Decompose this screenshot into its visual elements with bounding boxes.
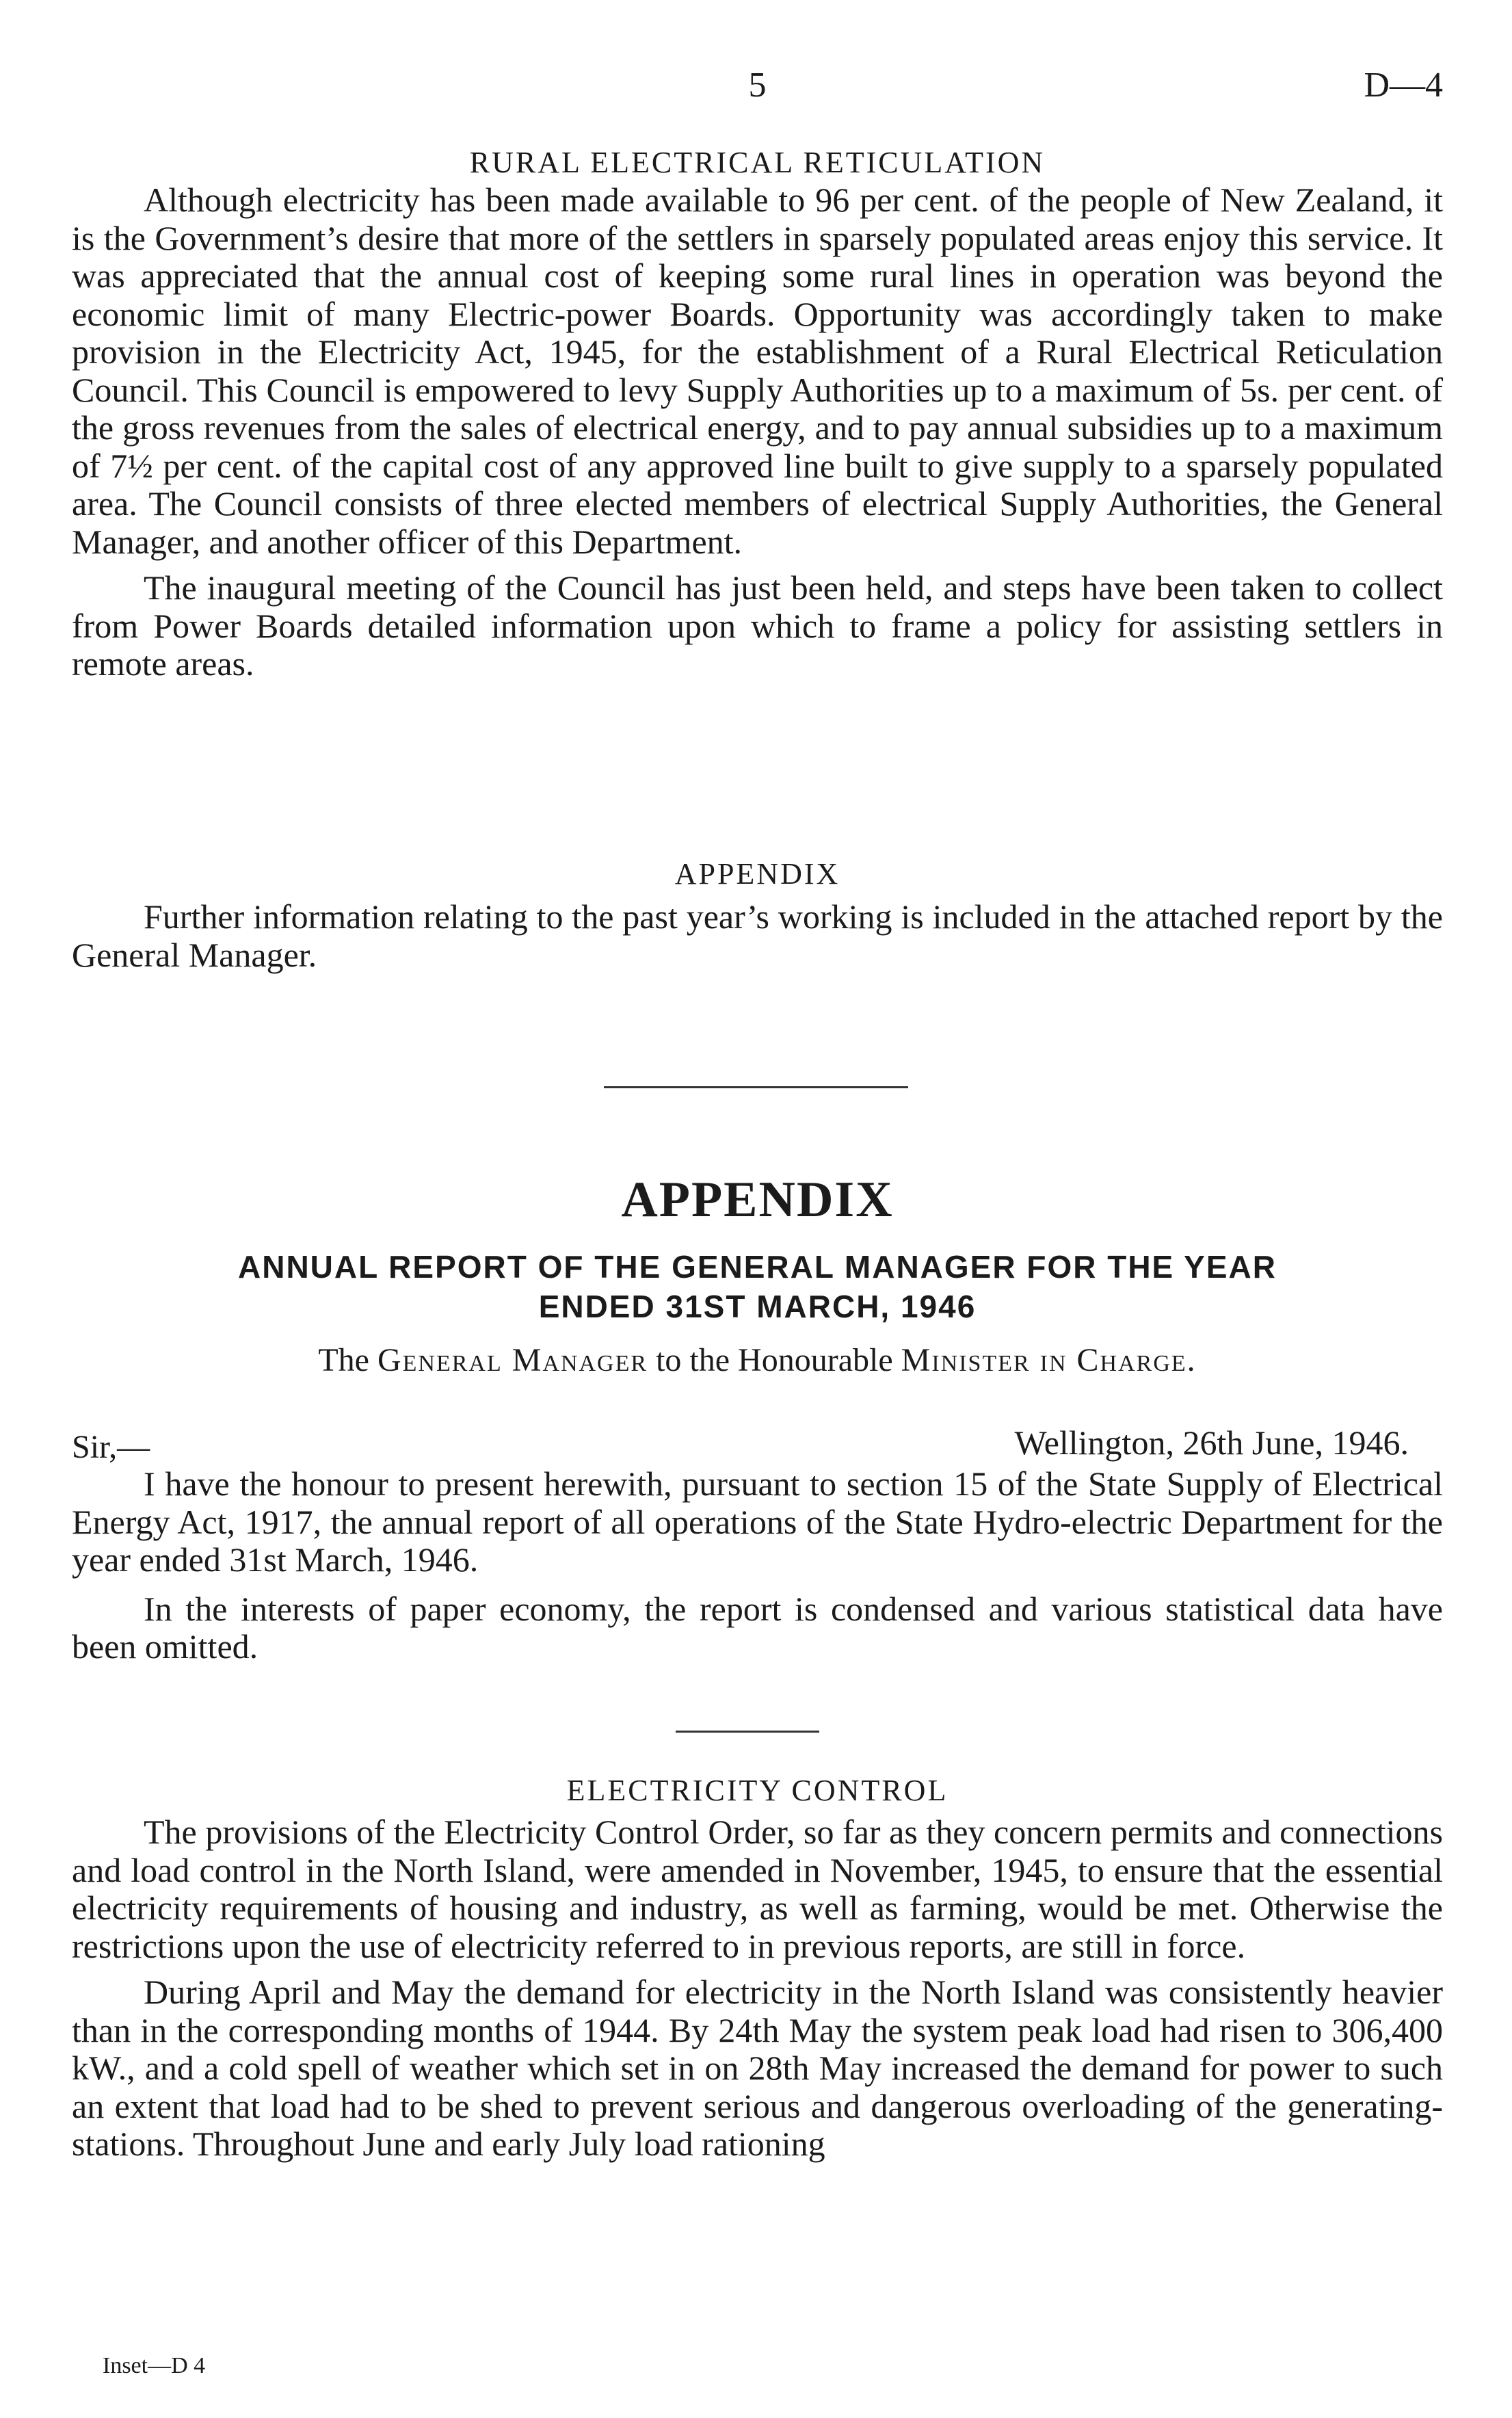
document-page [72, 0, 1443, 2418]
section-divider [604, 1086, 908, 1088]
salutation: Sir,— [72, 1429, 150, 1465]
rural-paragraph-2: The inaugural meeting of the Council has just been held, and steps have been taken to collect from Power Boards detailed information upon which to frame a policy for assisting settlers in remote areas. [72, 568, 1443, 683]
rural-section [72, 145, 1443, 683]
appendix-section [72, 1171, 1443, 1379]
addressee-prefix: The [318, 1342, 369, 1378]
document-reference: D—4 [1364, 66, 1443, 105]
appendix-note-paragraph: Further information relating to the past year’s working is included in the attached report by the General Manager. [72, 897, 1443, 974]
rural-heading: RURAL ELECTRICAL RETICULATION [469, 146, 1046, 179]
page-number: 5 [748, 66, 767, 105]
control-section [72, 1773, 1443, 2164]
salutation-line [72, 1423, 1443, 1464]
report-title-line-2: ENDED 31ST MARCH, 1946 [538, 1289, 977, 1324]
report-intro-paragraph-1: I have the honour to present herewith, pursuant to section 15 of the State Supply of Electrical Energy Act, 1917, the annual report of all operations of the State Hydro-electric Department for the year ended 31st March, 1946. [72, 1464, 1443, 1579]
report-intro [72, 1465, 1443, 1666]
short-divider [676, 1731, 819, 1733]
appendix-note-section [72, 856, 1443, 974]
addressee-middle: to the Honourable [656, 1342, 893, 1378]
control-heading: ELECTRICITY CONTROL [566, 1774, 949, 1807]
printer-signature: Inset—D 4 [103, 2353, 206, 2378]
control-paragraph-2: During April and May the demand for electricity in the North Island was consistently heavier than in the corresponding months of 1944. By 24th May the system peak load had risen to 306,400 kW., and a cold spell of weather which set in on 28th May increased the demand for power to such an extent that load had to be shed to prevent serious and dangerous overloading of the generating-stations. Throughout June and early July load rationing [72, 1973, 1443, 2163]
report-title-line-1: ANNUAL REPORT OF THE GENERAL MANAGER FOR THE YEAR [238, 1249, 1277, 1285]
control-paragraph-1: The provisions of the Electricity Control Order, so far as they concern permits and connections and load control in the North Island, were amended in November, 1945, to ensure that the essential electricity requirements of housing and industry, as well as farming, would be met. Otherwise the restrictions upon the use of electricity referred to in previous reports, are still in force. [72, 1813, 1443, 1965]
addressee-line [72, 1341, 1443, 1379]
addressee-to: Minister in Charge. [901, 1342, 1197, 1378]
appendix-note-heading: APPENDIX [674, 857, 840, 891]
dateline: Wellington, 26th June, 1946. [1014, 1423, 1409, 1462]
addressee-from: General Manager [377, 1342, 648, 1378]
rural-paragraph-1: Although electricity has been made available to 96 per cent. of the people of New Zealand, it is the Government’s desire that more of the settlers in sparsely populated areas enjoy this service. It was appreciated that the annual cost of keeping some rural lines in operation was beyond the economic limit of many Electric-power Boards. Opportunity was accordingly taken to make provision in the Electricity Act, 1945, for the establishment of a Rural Electrical Reticulation Council. This Council is empowered to levy Supply Authorities up to a maximum of 5s. per cent. of the gross revenues from the sales of electrical energy, and to pay annual subsidies up to a maximum of 7½ per cent. of the capital cost of any approved line built to give supply to a sparsely populated area. The Council consists of three elected members of electrical Supply Authorities, the General Manager, and another officer of this Department. [72, 181, 1443, 561]
page-header [72, 65, 1443, 113]
report-intro-paragraph-2: In the interests of paper economy, the report is condensed and various statistical data have been omitted. [72, 1589, 1443, 1666]
appendix-title: APPENDIX [621, 1172, 894, 1228]
